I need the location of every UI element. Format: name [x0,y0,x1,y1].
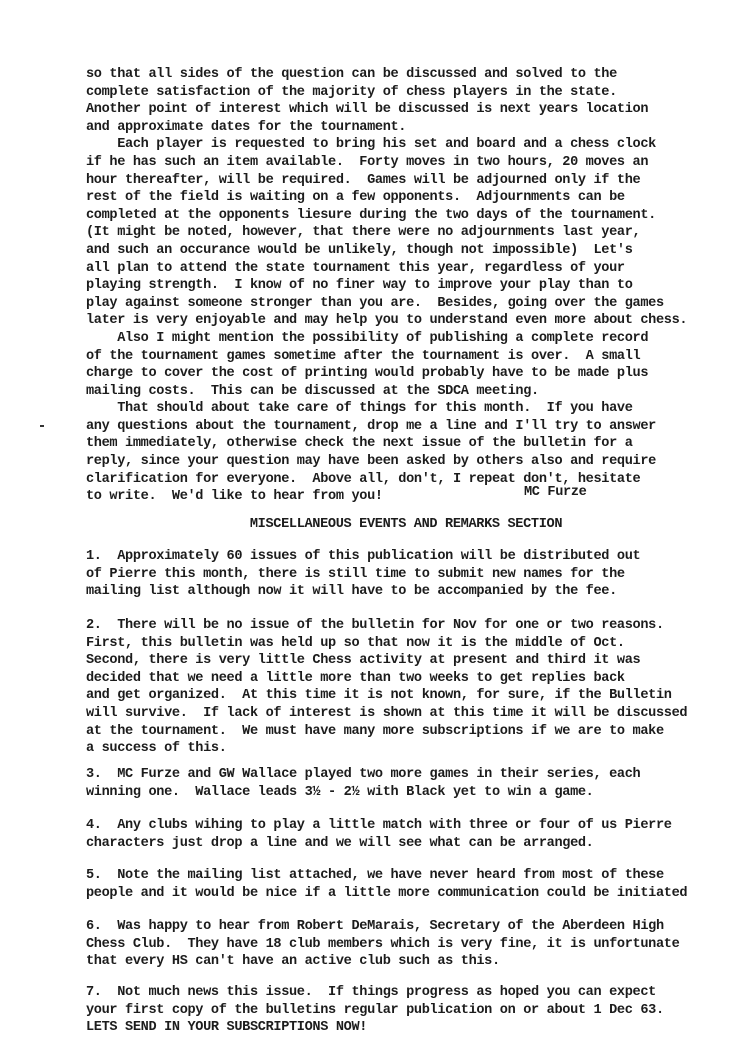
text-line: and get organized. At this time it is not known, for sure, if the Bulletin [86,688,672,704]
text-line: (It might be noted, however, that there were no adjournments last year, [86,225,641,241]
paragraph-intro [86,66,726,506]
text-line: First, this bulletin was held up so that now it is the middle of Oct. [86,635,625,651]
margin-mark [40,425,44,427]
text-line: so that all sides of the question can be discussed and solved to the [86,67,617,82]
text-line: your first copy of the bulletins regular publication on or about 1 Dec 63. [86,1002,664,1018]
text-line: decided that we need a little more than two weeks to get replies back [86,670,625,686]
text-line: 2. There will be no issue of the bulletin for Nov for one or two reasons. [86,618,664,633]
list-item-7 [86,984,726,1037]
text-line: and such an occurance would be unlikely, though not impossible) Let's [86,242,633,258]
text-line: a success of this. [86,741,227,757]
text-line: later is very enjoyable and may help you to understand even more about chess. [86,313,688,329]
section-heading [86,516,726,534]
text-line: to write. We'd like to hear from you! [86,489,383,505]
text-line: them immediately, otherwise check the next issue of the bulletin for a [86,436,633,452]
text-line: Another point of interest which will be discussed is next years location [86,102,649,118]
signature-name: MC Furze [524,485,587,500]
text-line: Also I might mention the possibility of publishing a complete record [86,330,649,346]
text-line: clarification for everyone. Above all, don't, I repeat don't, hesitate [86,471,641,487]
text-line: charge to cover the cost of printing would probably have to be made plus [86,366,649,382]
text-line: winning one. Wallace leads 3½ - 2½ with Black yet to win a game. [86,784,594,800]
text-line: 4. Any clubs wihing to play a little match with three or four of us Pierre [86,818,672,833]
text-line: at the tournament. We must have many more subscriptions if we are to make [86,723,664,739]
text-line: play against someone stronger than you are. Besides, going over the games [86,295,664,311]
list-item-3 [86,766,726,801]
text-line: 5. Note the mailing list attached, we have never heard from most of these [86,868,664,883]
list-item-2 [86,617,726,758]
text-line: people and it would be nice if a little more communication could be initiated [86,885,688,901]
text-line: Each player is requested to bring his set and board and a chess clock [86,137,656,153]
text-line: completed at the opponents liesure during the two days of the tournament. [86,207,656,223]
text-line: Second, there is very little Chess activity at present and third it was [86,653,641,669]
text-line: 3. MC Furze and GW Wallace played two more games in their series, each [86,767,641,782]
text-line: 7. Not much news this issue. If things progress as hoped you can expect [86,985,656,1000]
signature [86,484,726,502]
section-title: MISCELLANEOUS EVENTS AND REMARKS SECTION [249,517,563,532]
text-line: reply, since your question may have been asked by others also and require [86,454,656,470]
text-line: playing strength. I know of no finer way to improve your play than to [86,278,633,294]
text-line: of the tournament games sometime after the tournament is over. A small [86,348,641,364]
text-line: Chess Club. They have 18 club members which is very fine, it is unfortunate [86,936,680,952]
list-item-4 [86,817,726,852]
list-item-5 [86,867,726,902]
text-line: of Pierre this month, there is still time to submit new names for the [86,566,625,582]
text-line: if he has such an item available. Forty moves in two hours, 20 moves an [86,154,649,170]
list-item-6 [86,918,726,971]
text-line: mailing list although now it will have to be accompanied by the fee. [86,584,617,600]
text-line: that every HS can't have an active club such as this. [86,954,500,970]
text-line: any questions about the tournament, drop me a line and I'll try to answer [86,418,656,434]
text-line: 1. Approximately 60 issues of this publication will be distributed out [86,549,641,564]
text-line: mailing costs. This can be discussed at the SDCA meeting. [86,383,539,399]
text-line: all plan to attend the state tournament this year, regardless of your [86,260,625,276]
text-line: characters just drop a line and we will see what can be arranged. [86,835,594,851]
text-line: 6. Was happy to hear from Robert DeMarais, Secretary of the Aberdeen High [86,919,664,934]
text-line: and approximate dates for the tournament. [86,119,407,135]
list-item-1 [86,548,726,601]
text-line: LETS SEND IN YOUR SUBSCRIPTIONS NOW! [86,1020,368,1036]
text-line: will survive. If lack of interest is shown at this time it will be discussed [86,705,688,721]
text-line: complete satisfaction of the majority of chess players in the state. [86,84,617,100]
text-line: hour thereafter, will be required. Games will be adjourned only if the [86,172,641,188]
text-line: That should about take care of things for this month. If you have [86,401,633,417]
text-line: rest of the field is waiting on a few opponents. Adjournments can be [86,190,625,206]
